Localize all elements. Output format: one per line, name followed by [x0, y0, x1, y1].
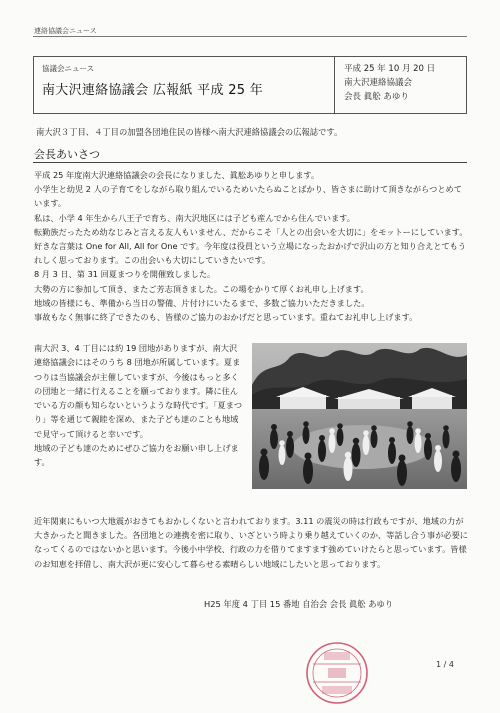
paragraph: 大勢の方に参加して頂き、またご芳志頂きました。この場をかりて厚くお礼申し上げます。 [34, 283, 369, 294]
intro-text: 南大沢３丁目、４丁目の加盟各団地住民の皆様へ南大沢連絡協議会の広報誌です。 [36, 127, 343, 137]
festival-photo-illustration [252, 343, 467, 489]
greeting-body-top [34, 168, 468, 324]
paragraph: 地域の子ども達のためにぜひご協力をお願い申し上げます。 [34, 443, 239, 468]
signature: H25 年度 4 丁目 15 番地 自治会 会長 眞舩 あゆり [204, 599, 394, 609]
festival-photo [252, 343, 467, 489]
greeting-body-column [34, 341, 245, 470]
issue-date: 平成 25 年 10 月 20 日 [344, 64, 436, 74]
paragraph: 南大沢 3、4 丁目には約 19 団地がありますが、南大沢連絡協議会にはそのうち 8 団地が所属しています。夏まつりは当協議会が主催していますが、今後はもっと多くの団地と一緒に行えることを願っております。隣に住んでいる方の顔も知らないというような時代です。「夏まつり」等を通じて親睦を深め、また子ども達のことも地域で見守って頂けると幸いです。 [34, 343, 243, 439]
author-name: 会長 眞舩 あゆり [344, 92, 409, 102]
paragraph: 平成 25 年度南大沢連絡協議会の会長になりました、眞舩あゆりと申します。 [34, 170, 320, 180]
greeting-body-bottom [34, 514, 468, 571]
header-rule [33, 36, 467, 37]
paragraph: 近年関東にもいつ大地震がおきてもおかしくないと言われております。3.11 の震災の時は行政もですが、地域の力が大きかったと聞きました。各団地との連携を密に取り、いざという時より乗り越えていくのか、等話し合う事が必要になってくるのではないかと思います。今後小中学校、行政の力を借りてますます強めていけたらと思っています。皆様のお知恵を拝借し、南大沢が更に安心して暮らせる素晴らしい地域にしたいと思っております。 [34, 516, 468, 569]
title-box-divider [334, 57, 335, 113]
paragraph: 転勤族だったため幼なじみと言える友人もいません、だからこそ「人との出会いを大切に」をモットーにしています。好きな言葉は One for All, All for One です。今年度は役員という立場になったおかげで沢山の方と知り合えとてもうれしく思っております。この出会いも大切にしていきたいです。 [34, 226, 468, 266]
page-number: 1 / 4 [436, 660, 454, 669]
paragraph: 私は、小学 4 年生から八王子で育ち、南大沢地区には子ども産んでから住んでいます。 [34, 212, 355, 223]
paragraph: 小学生と幼児 2 人の子育てをしながら取り組んでいるためいたらぬことばかり、皆さまに助けて頂きながらつとめています。 [34, 184, 462, 209]
newsletter-title: 南大沢連絡協議会 広報紙 平成 25 年 [42, 83, 264, 98]
newsletter-subtitle: 協議会ニュース [42, 64, 95, 73]
paragraph: 地域の皆様にも、準備から当日の警備、片付けにいたるまで、多数ご協力いただきました。 [34, 297, 370, 308]
title-box [33, 56, 467, 114]
organization-name: 南大沢連絡協議会 [344, 78, 413, 88]
paragraph: 8 月 3 日、第 31 回夏まつりを開催致しました。 [34, 269, 216, 280]
section-rule [33, 162, 467, 163]
seal-stamp [304, 640, 370, 706]
section-heading: 会長あいさつ [34, 148, 100, 161]
title-box-left [42, 63, 328, 98]
running-head: 連絡協議会ニュース [34, 27, 97, 35]
paragraph: 事故もなく無事に終了できたのも、皆様のご協力のおかげだと思っています。重ねてお礼申し上げます。 [34, 312, 418, 323]
title-box-right [344, 62, 464, 104]
seal-stamp-icon [304, 640, 370, 706]
